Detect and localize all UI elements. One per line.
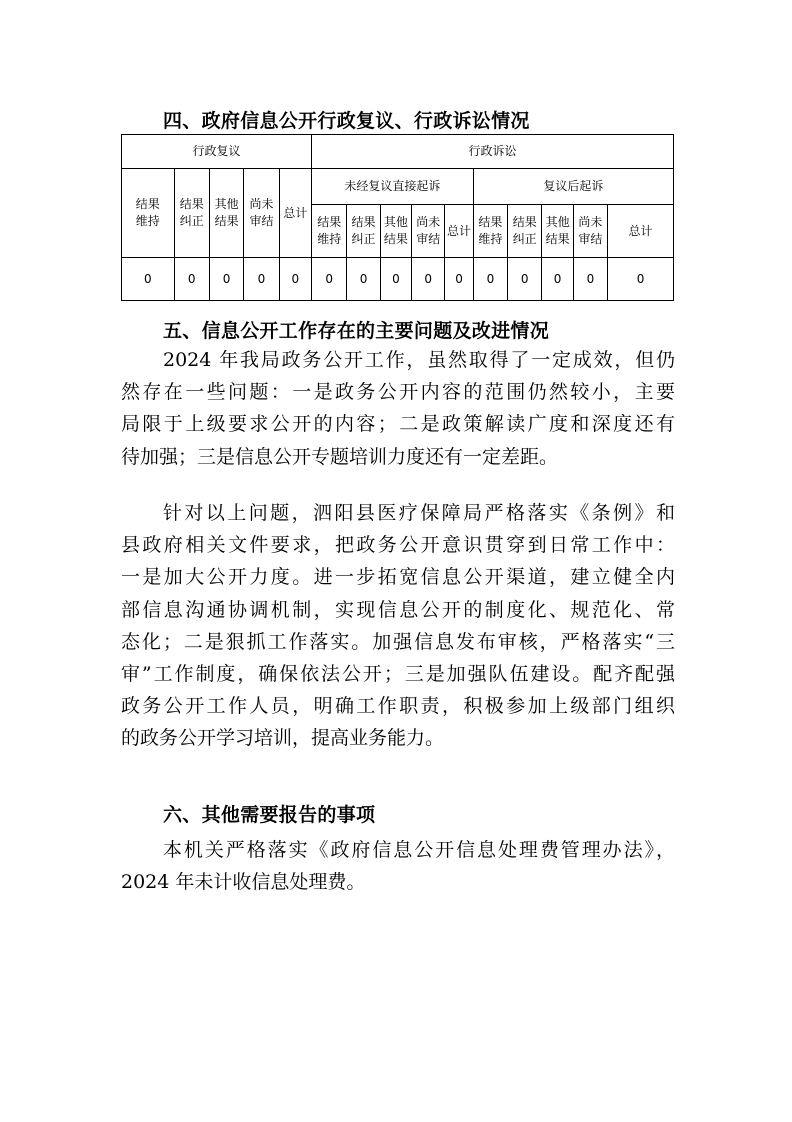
header-litigation: 行政诉讼 bbox=[312, 135, 674, 169]
value-cell: 0 bbox=[279, 258, 311, 301]
review-col-4: 总计 bbox=[279, 169, 311, 258]
text-line: 政务公开工作人员，明确工作职责，积极参加上级部门组织 bbox=[121, 695, 675, 718]
section-4-heading: 四、政府信息公开行政复议、行政诉讼情况 bbox=[163, 110, 530, 132]
after-col-4: 总计 bbox=[608, 205, 674, 258]
text-line: 县政府相关文件要求，把政务公开意识贯穿到日常工作中： bbox=[121, 534, 675, 557]
value-cell: 0 bbox=[209, 258, 243, 301]
value-cell: 0 bbox=[473, 258, 507, 301]
after-col-0: 结果维持 bbox=[473, 205, 507, 258]
text-line: 态化；二是狠抓工作落实。加强信息发布审核，严格落实“三 bbox=[121, 630, 675, 653]
direct-col-4: 总计 bbox=[445, 205, 473, 258]
direct-col-1: 结果纠正 bbox=[347, 205, 380, 258]
section-5-heading: 五、信息公开工作存在的主要问题及改进情况 bbox=[163, 320, 550, 342]
review-col-1: 结果纠正 bbox=[174, 169, 209, 258]
text-line: 一是加大公开力度。进一步拓宽信息公开渠道，建立健全内 bbox=[121, 566, 675, 589]
value-cell: 0 bbox=[412, 258, 445, 301]
after-col-1: 结果纠正 bbox=[508, 205, 542, 258]
section-6-heading: 六、其他需要报告的事项 bbox=[163, 804, 376, 826]
section-5-paragraph-1 bbox=[121, 344, 675, 473]
review-col-2: 其他结果 bbox=[209, 169, 243, 258]
value-cell: 0 bbox=[347, 258, 380, 301]
value-cell: 0 bbox=[312, 258, 347, 301]
text-line: 部信息沟通协调机制，实现信息公开的制度化、规范化、常 bbox=[121, 598, 675, 621]
after-col-3: 尚未审结 bbox=[573, 205, 607, 258]
value-cell: 0 bbox=[445, 258, 473, 301]
value-cell: 0 bbox=[122, 258, 175, 301]
value-cell: 0 bbox=[573, 258, 607, 301]
text-line: 的政务公开学习培训，提高业务能力。 bbox=[121, 727, 445, 750]
direct-col-2: 其他结果 bbox=[380, 205, 411, 258]
value-cell: 0 bbox=[174, 258, 209, 301]
review-col-3: 尚未审结 bbox=[244, 169, 279, 258]
header-direct-suit: 未经复议直接起诉 bbox=[312, 169, 474, 205]
section-5-paragraph-2 bbox=[121, 497, 675, 755]
text-line: 待加强；三是信息公开专题培训力度还有一定差距。 bbox=[121, 445, 559, 468]
direct-col-3: 尚未审结 bbox=[412, 205, 445, 258]
after-col-2: 其他结果 bbox=[542, 205, 573, 258]
direct-col-0: 结果维持 bbox=[312, 205, 347, 258]
header-admin-review: 行政复议 bbox=[122, 135, 312, 169]
section-6-paragraph-1 bbox=[121, 834, 675, 898]
value-cell: 0 bbox=[508, 258, 542, 301]
value-cell: 0 bbox=[244, 258, 279, 301]
value-cell: 0 bbox=[380, 258, 411, 301]
value-cell: 0 bbox=[608, 258, 674, 301]
review-col-0: 结果维持 bbox=[122, 169, 175, 258]
text-line: 本机关严格落实《政府信息公开信息处理费管理办法》， bbox=[163, 839, 675, 861]
text-line: 然存在一些问题：一是政务公开内容的范围仍然较小，主要 bbox=[121, 381, 675, 404]
text-line: 针对以上问题，泗阳县医疗保障局严格落实《条例》和 bbox=[163, 502, 675, 524]
text-line: 审”工作制度，确保依法公开；三是加强队伍建设。配齐配强 bbox=[121, 663, 675, 686]
value-cell: 0 bbox=[542, 258, 573, 301]
header-after-review-suit: 复议后起诉 bbox=[473, 169, 673, 205]
text-line: 2024 年未计收信息处理费。 bbox=[121, 871, 366, 894]
text-line: 2024 年我局政务公开工作，虽然取得了一定成效，但仍 bbox=[163, 349, 675, 371]
admin-review-litigation-table bbox=[121, 134, 674, 301]
text-line: 局限于上级要求公开的内容；二是政策解读广度和深度还有 bbox=[121, 413, 675, 436]
